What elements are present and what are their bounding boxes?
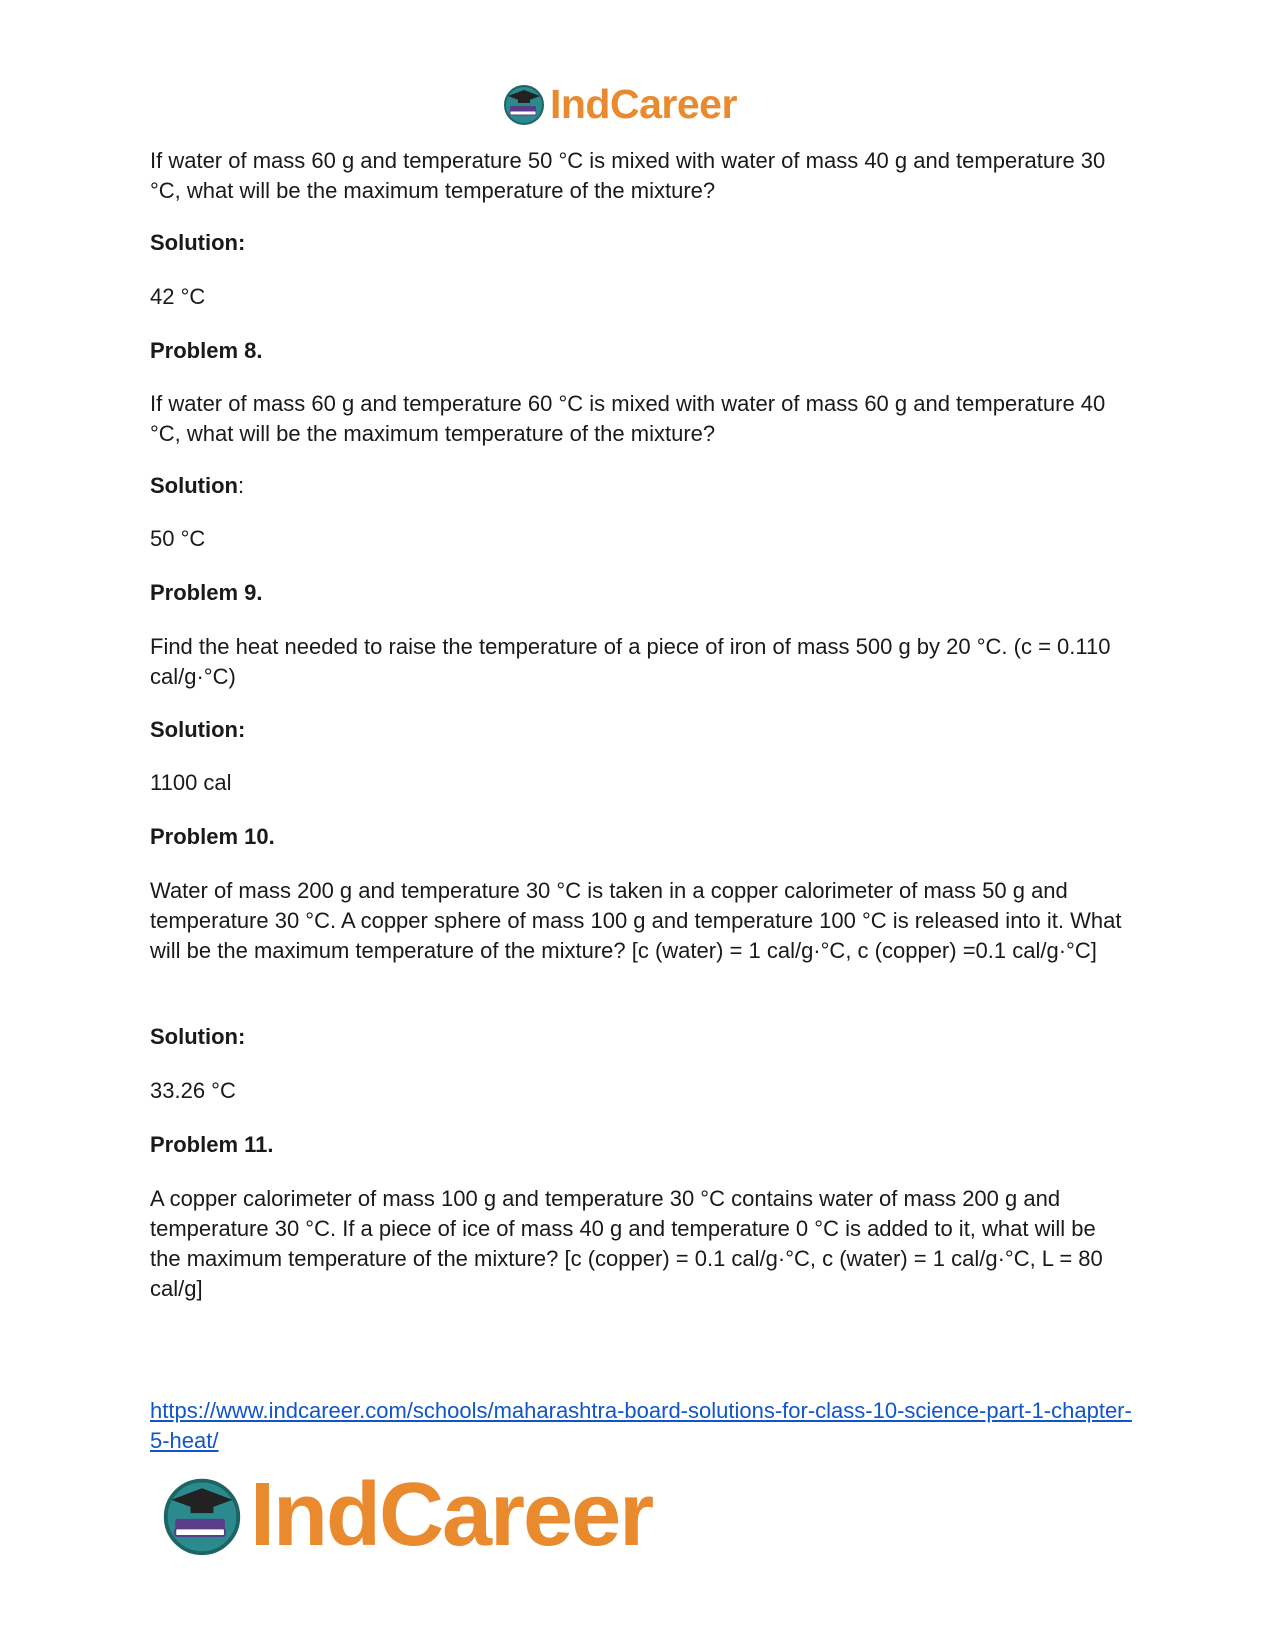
- p9-solution-label: Solution:: [150, 717, 246, 742]
- p7-question: If water of mass 60 g and temperature 50 °C is mixed with water of mass 40 g and temperature 30 °C, what will be the maximum temperature of the mixture?: [150, 148, 1106, 203]
- header-logo: [502, 80, 737, 128]
- p8-title: Problem 8.: [150, 338, 263, 363]
- p10-solution-label: Solution:: [150, 1024, 246, 1049]
- graduation-globe-icon: [502, 82, 546, 126]
- p10-answer: 33.26 °C: [150, 1078, 236, 1103]
- footer-logo-text: IndCareer: [250, 1465, 653, 1565]
- p10-question: Water of mass 200 g and temperature 30 °C is taken in a copper calorimeter of mass 50 g and temperature 30 °C. A copper sphere of mass 100 g and temperature 100 °C is released into it. What will be the maximum temperature of the mixture? [c (water) = 1 cal/g·°C, c (copper) =0.1 cal/g·°C]: [150, 878, 1122, 963]
- p9-title: Problem 9.: [150, 580, 263, 605]
- p8-answer: 50 °C: [150, 526, 206, 551]
- graduation-globe-icon: [160, 1473, 244, 1557]
- p8-question: If water of mass 60 g and temperature 60 °C is mixed with water of mass 60 g and temperature 40 °C, what will be the maximum temperature of the mixture?: [150, 391, 1106, 446]
- p9-question: Find the heat needed to raise the temperature of a piece of iron of mass 500 g by 20 °C. (c = 0.110 cal/g·°C): [150, 634, 1111, 689]
- p7-answer: 42 °C: [150, 284, 206, 309]
- source-url-link[interactable]: https://www.indcareer.com/schools/maharashtra-board-solutions-for-class-10-science-part-1-chapter-5-heat/: [150, 1398, 1132, 1453]
- header-logo-text: IndCareer: [550, 81, 737, 127]
- p8-solution-line: [150, 471, 1130, 501]
- p7-solution-label: Solution:: [150, 230, 246, 255]
- p11-question: A copper calorimeter of mass 100 g and temperature 30 °C contains water of mass 200 g and temperature 30 °C. If a piece of ice of mass 40 g and temperature 0 °C is added to it, what will be the maximum temperature of the mixture? [c (copper) = 0.1 cal/g·°C, c (water) = 1 cal/g·°C, L = 80 cal/g]: [150, 1186, 1103, 1301]
- p8-solution-label: Solution: [150, 473, 238, 498]
- p10-title: Problem 10.: [150, 824, 275, 849]
- p11-title: Problem 11.: [150, 1132, 274, 1157]
- p8-solution-colon: :: [237, 473, 245, 498]
- p9-answer: 1100 cal: [150, 770, 232, 795]
- footer-logo: [160, 1465, 653, 1565]
